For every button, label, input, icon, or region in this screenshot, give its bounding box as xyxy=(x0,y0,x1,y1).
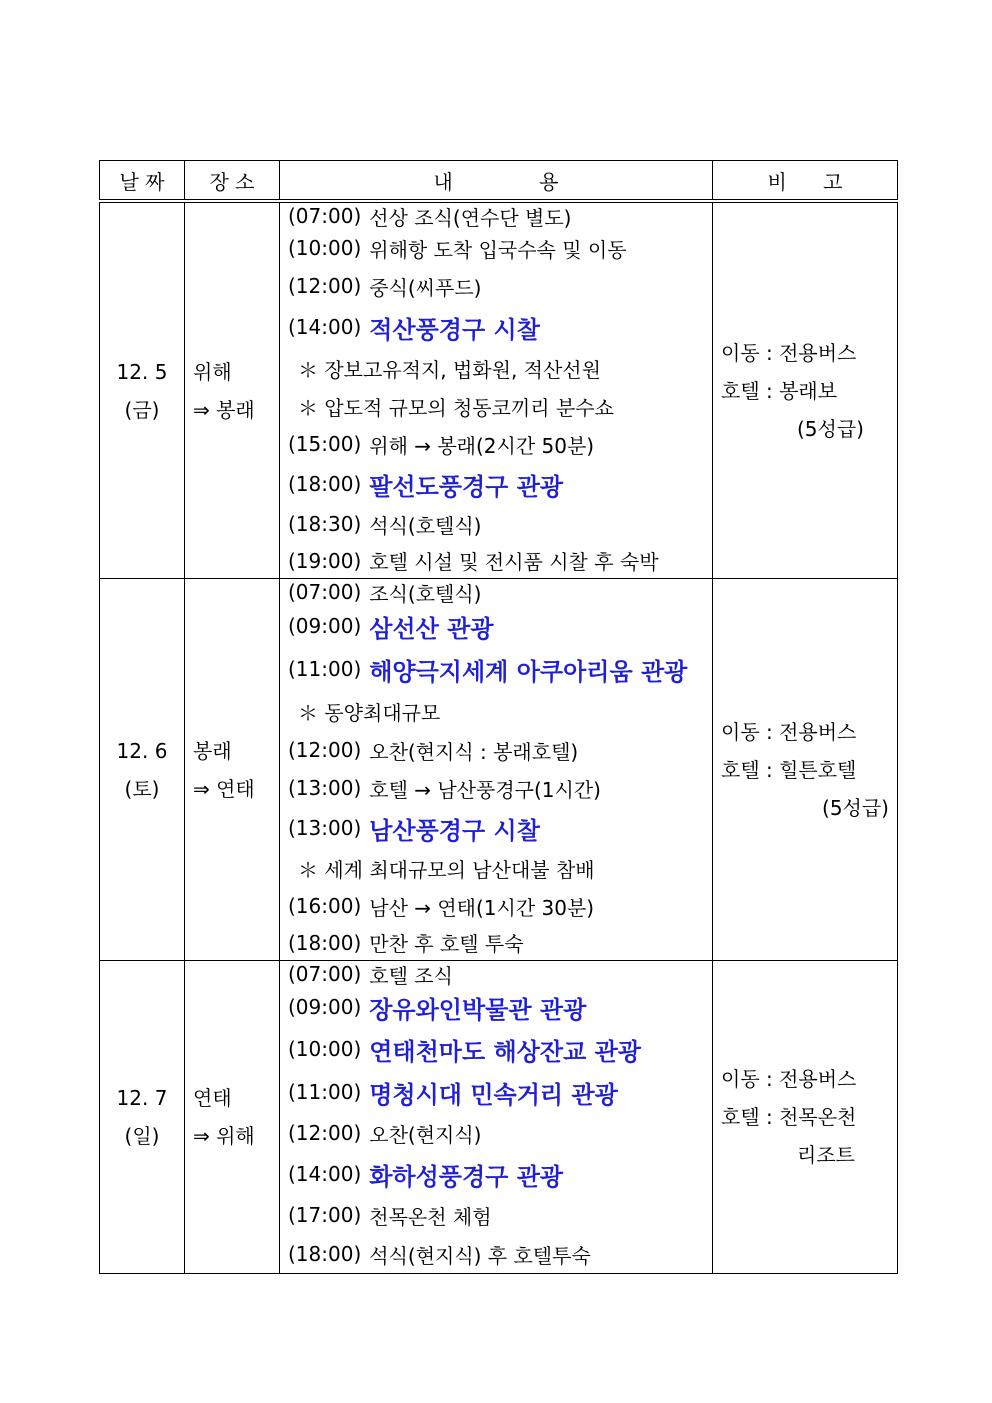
schedule-item-time: (09:00) xyxy=(288,614,362,638)
day-place-cell xyxy=(185,579,280,961)
schedule-item-time: (09:00) xyxy=(288,995,362,1019)
schedule-item-time: (14:00) xyxy=(288,315,362,339)
schedule-item xyxy=(280,925,712,960)
schedule-item-text: 위해항 도착 입국수속 및 이동 xyxy=(369,237,627,262)
schedule-item-text: ＊ 장보고유적지, 법화원, 적산선원 xyxy=(298,357,601,382)
schedule-item xyxy=(280,1113,712,1153)
schedule-item-time: (18:00) xyxy=(288,1242,362,1266)
schedule-item-text: 호텔 → 남산풍경구(1시간) xyxy=(369,777,601,802)
schedule-item-time: (18:30) xyxy=(288,512,362,536)
schedule-item-time: (12:00) xyxy=(288,738,362,762)
schedule-item-highlight: 남산풍경구 시찰 xyxy=(369,816,540,845)
place-from: 연태 xyxy=(193,1086,232,1110)
header-date: 날 짜 xyxy=(100,161,185,202)
schedule-item-text: ＊ 세계 최대규모의 남산대불 참배 xyxy=(298,857,595,882)
schedule-item xyxy=(280,987,712,1027)
schedule-item-highlight: 화하성풍경구 관광 xyxy=(369,1162,564,1191)
schedule-item xyxy=(280,543,712,578)
schedule-item xyxy=(280,1235,712,1273)
day-content-cell xyxy=(280,579,713,961)
day-note-cell xyxy=(713,579,898,961)
schedule-item-text: 호텔 시설 및 전시품 시찰 후 숙박 xyxy=(369,550,659,574)
schedule-item xyxy=(280,731,712,769)
schedule-item xyxy=(280,267,712,305)
schedule-item-time: (10:00) xyxy=(288,1037,362,1061)
schedule-item-time: (18:00) xyxy=(288,930,362,955)
day-weekday: (금) xyxy=(124,397,160,422)
schedule-item-highlight: 팔선도풍경구 관광 xyxy=(369,472,564,501)
day-place-cell xyxy=(185,961,280,1274)
schedule-item-highlight: 장유와인박물관 관광 xyxy=(369,995,587,1024)
day-place-cell xyxy=(185,201,280,579)
schedule-item-text: 만찬 후 호텔 투숙 xyxy=(369,932,524,956)
schedule-item xyxy=(280,229,712,267)
schedule-item xyxy=(280,387,712,425)
schedule-item-text: 천목온천 체험 xyxy=(369,1204,492,1229)
schedule-item xyxy=(280,647,712,691)
day-date: 12. 6 xyxy=(116,738,168,763)
schedule-item-time: (17:00) xyxy=(288,1203,362,1227)
note-transport: 이동 : 전용버스 xyxy=(721,1067,857,1091)
day-date-cell xyxy=(100,961,185,1274)
day-weekday: (토) xyxy=(124,776,160,801)
schedule-item-time: (12:00) xyxy=(288,1121,362,1145)
header-place: 장 소 xyxy=(185,161,280,202)
schedule-item-time: (07:00) xyxy=(288,962,362,986)
schedule-item xyxy=(280,887,712,925)
schedule-item xyxy=(280,305,712,349)
schedule-item xyxy=(280,505,712,543)
schedule-item-highlight: 해양극지세계 아쿠아리움 관광 xyxy=(369,657,688,686)
schedule-item-time: (10:00) xyxy=(288,236,362,260)
header-note: 비 고 xyxy=(713,161,898,202)
schedule-item-time: (13:00) xyxy=(288,776,362,800)
schedule-item-text: ＊ 동양최대규모 xyxy=(298,700,441,725)
schedule-item-text: 오찬(현지식) xyxy=(369,1122,482,1147)
schedule-item xyxy=(280,807,712,849)
schedule-item-text: 중식(씨푸드) xyxy=(369,275,482,300)
schedule-item xyxy=(280,1195,712,1235)
schedule-item-time: (13:00) xyxy=(288,816,362,840)
note-transport: 이동 : 전용버스 xyxy=(721,340,857,365)
schedule-item xyxy=(280,691,712,731)
place-from: 위해 xyxy=(193,359,232,384)
header-content: 내 용 xyxy=(280,161,713,202)
schedule-item xyxy=(280,1071,712,1113)
schedule-item-time: (11:00) xyxy=(288,1080,362,1104)
day-row xyxy=(100,579,898,961)
schedule-item xyxy=(280,1027,712,1071)
schedule-item xyxy=(280,579,712,605)
schedule-item xyxy=(280,849,712,887)
note-hotel: 호텔 : 힐튼호텔 xyxy=(721,757,857,782)
schedule-item-text: 석식(현지식) 후 호텔투숙 xyxy=(369,1243,591,1268)
day-date-cell xyxy=(100,579,185,961)
schedule-item-time: (14:00) xyxy=(288,1162,362,1186)
header-row xyxy=(100,161,898,202)
schedule-item-time: (07:00) xyxy=(288,580,362,604)
schedule-item-highlight: 명청시대 민속거리 관광 xyxy=(369,1080,618,1109)
schedule-item xyxy=(280,463,712,505)
note-hotel-extra: 리조트 xyxy=(797,1143,855,1167)
schedule-item-time: (12:00) xyxy=(288,274,362,298)
day-date-cell xyxy=(100,201,185,579)
schedule-item-text: 위해 → 봉래(2시간 50분) xyxy=(369,433,595,458)
day-note-cell xyxy=(713,201,898,579)
day-row xyxy=(100,961,898,1274)
note-hotel-extra: (5성급) xyxy=(797,416,864,441)
day-content-cell xyxy=(280,961,713,1274)
place-to: ⇒ 위해 xyxy=(193,1124,255,1148)
note-hotel: 호텔 : 천목온천 xyxy=(721,1105,857,1129)
schedule-item xyxy=(280,769,712,807)
note-hotel: 호텔 : 봉래보 xyxy=(721,378,838,403)
day-date: 12. 7 xyxy=(116,1086,168,1110)
schedule-item-text: 선상 조식(연수단 별도) xyxy=(369,205,572,230)
schedule-item-time: (07:00) xyxy=(288,204,362,228)
day-row xyxy=(100,201,898,579)
schedule-item-time: (18:00) xyxy=(288,472,362,496)
schedule-item-text: 조식(호텔식) xyxy=(369,581,482,606)
schedule-item-time: (11:00) xyxy=(288,657,362,681)
schedule-item xyxy=(280,203,712,229)
schedule-item-highlight: 적산풍경구 시찰 xyxy=(369,315,540,344)
schedule-item-text: 오찬(현지식 : 봉래호텔) xyxy=(369,739,579,764)
note-hotel-extra: (5성급) xyxy=(822,795,889,820)
schedule-item-text: 석식(호텔식) xyxy=(369,513,482,538)
schedule-item-text: 호텔 조식 xyxy=(369,963,453,988)
day-note-cell xyxy=(713,961,898,1274)
schedule-item-time: (15:00) xyxy=(288,432,362,456)
day-date: 12. 5 xyxy=(116,359,168,384)
schedule-item xyxy=(280,605,712,647)
day-content-cell xyxy=(280,201,713,579)
note-transport: 이동 : 전용버스 xyxy=(721,719,857,744)
schedule-item-highlight: 삼선산 관광 xyxy=(369,614,494,643)
schedule-item-time: (19:00) xyxy=(288,548,362,573)
place-from: 봉래 xyxy=(193,738,232,763)
schedule-item xyxy=(280,1153,712,1195)
schedule-item xyxy=(280,425,712,463)
schedule-item xyxy=(280,349,712,387)
schedule-table xyxy=(99,160,898,1274)
schedule-item-time: (16:00) xyxy=(288,894,362,918)
schedule-item-text: 남산 → 연태(1시간 30분) xyxy=(369,895,595,920)
place-to: ⇒ 연태 xyxy=(193,776,255,801)
schedule-item xyxy=(280,961,712,987)
day-weekday: (일) xyxy=(124,1124,160,1148)
schedule-item-highlight: 연태천마도 해상잔교 관광 xyxy=(369,1037,641,1066)
place-to: ⇒ 봉래 xyxy=(193,397,255,422)
schedule-item-text: ＊ 압도적 규모의 청동코끼리 분수쇼 xyxy=(298,395,614,420)
